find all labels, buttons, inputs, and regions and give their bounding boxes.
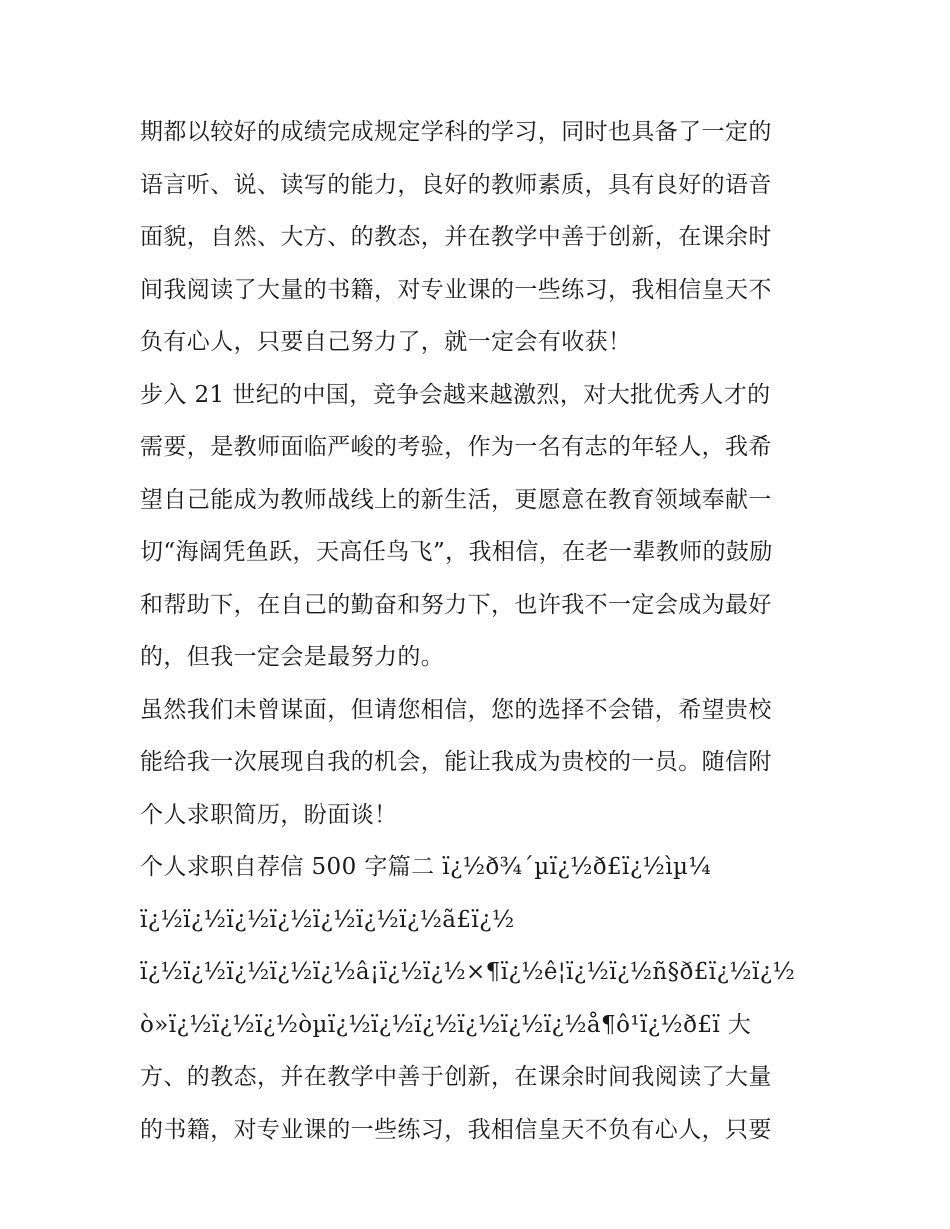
text-line: 个人求职简历，盼面谈！ — [140, 801, 398, 828]
text-line: 期都以较好的成绩完成规定学科的学习，同时也具备了一定的 — [140, 119, 772, 145]
text-line: 方、的教态，并在教学中善于创新，在课余时间我阅读了大量 — [140, 1064, 772, 1090]
text-line: ò»ï¿½ï¿½ï¿½òµï¿½ï¿½ï¿½ï¿½ï¿½ï¿½å¶ô¹ï¿½ð£ï 大 — [140, 1011, 752, 1038]
text-line: 个人求职自荐信 500 字篇二 ï¿½ð¾´µï¿½ð£ï¿½ìµ¼ — [140, 854, 712, 880]
text-line: 负有心人，只要自己努力了，就一定会有收获！ — [140, 329, 632, 355]
text-line: 面貌，自然、大方、的教态，并在教学中善于创新，在课余时 — [140, 224, 772, 250]
text-line: ï¿½ï¿½ï¿½ï¿½ï¿½â¡ï¿½ï¿½×¶ï¿½ê¦ï¿½ï¿½ñ§ð£ï¿½ï¿½ — [140, 959, 796, 985]
text-line: 需要，是教师面临严峻的考验，作为一名有志的年轻人，我希 — [140, 434, 772, 460]
text-line: 语言听、说、读写的能力，良好的教师素质，具有良好的语音 — [140, 171, 772, 198]
text-line: 望自己能成为教师战线上的新生活，更愿意在教育领域奉献一 — [140, 486, 772, 513]
text-line: 虽然我们未曾谋面，但请您相信，您的选择不会错，希望贵校 — [140, 696, 772, 723]
text-line: 的书籍，对专业课的一些练习，我相信皇天不负有心人，只要 — [140, 1116, 772, 1143]
text-line: 能给我一次展现自我的机会，能让我成为贵校的一员。随信附 — [140, 749, 772, 775]
text-line: 切“海阔凭鱼跃，天高任鸟飞”，我相信，在老一辈教师的鼓励 — [140, 539, 773, 565]
text-line: ï¿½ï¿½ï¿½ï¿½ï¿½ï¿½ï¿½ã£ï¿½ — [140, 906, 515, 933]
text-line: 的，但我一定会是最努力的。 — [140, 644, 445, 670]
body-text — [140, 106, 820, 1156]
text-line: 和帮助下，在自己的勤奋和努力下，也许我不一定会成为最好 — [140, 591, 772, 618]
text-line: 步入 21 世纪的中国，竞争会越来越激烈，对大批优秀人才的 — [140, 381, 771, 408]
text-line: 间我阅读了大量的书籍，对专业课的一些练习，我相信皇天不 — [140, 276, 772, 303]
